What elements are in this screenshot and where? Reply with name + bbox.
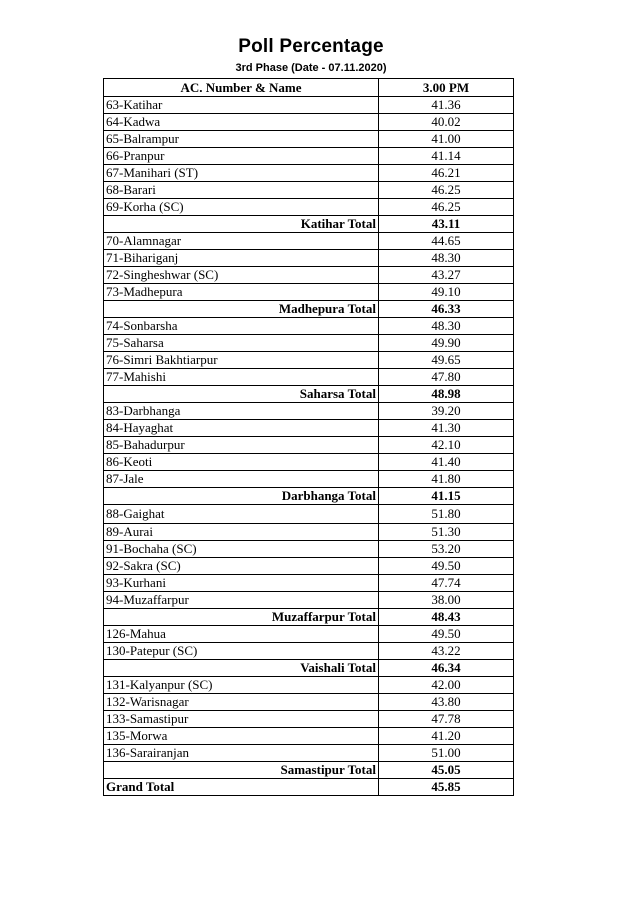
table-row [104,454,514,471]
poll-percentage-value: 47.80 [379,369,514,386]
constituency-name: 72-Singheshwar (SC) [104,267,379,284]
district-total-label: Samastipur Total [104,762,379,779]
district-total-row [104,216,514,233]
poll-percentage-value: 49.50 [379,626,514,643]
district-total-value: 48.43 [379,609,514,626]
poll-percentage-value: 42.10 [379,437,514,454]
constituency-name: 131-Kalyanpur (SC) [104,677,379,694]
table-row [104,541,514,558]
grand-total-value: 45.85 [379,779,514,796]
table-row [104,114,514,131]
district-total-label: Katihar Total [104,216,379,233]
constituency-name: 75-Saharsa [104,335,379,352]
table-row [104,420,514,437]
constituency-name: 86-Keoti [104,454,379,471]
table-row [104,335,514,352]
header-ac-name: AC. Number & Name [104,79,379,97]
poll-percentage-value: 49.90 [379,335,514,352]
constituency-name: 87-Jale [104,471,379,488]
district-total-row [104,609,514,626]
constituency-name: 77-Mahishi [104,369,379,386]
table-row [104,233,514,250]
poll-percentage-value: 43.22 [379,643,514,660]
constituency-name: 74-Sonbarsha [104,318,379,335]
table-row [104,694,514,711]
poll-percentage-value: 48.30 [379,318,514,335]
district-total-value: 46.34 [379,660,514,677]
table-row [104,148,514,165]
district-total-row [104,762,514,779]
poll-percentage-value: 49.50 [379,558,514,575]
constituency-name: 67-Manihari (ST) [104,165,379,182]
constituency-name: 70-Alamnagar [104,233,379,250]
poll-percentage-value: 47.78 [379,711,514,728]
table-row [104,403,514,420]
constituency-name: 136-Sarairanjan [104,745,379,762]
grand-total-row [104,779,514,796]
poll-percentage-value: 44.65 [379,233,514,250]
table-row [104,352,514,369]
poll-percentage-value: 48.30 [379,250,514,267]
constituency-name: 126-Mahua [104,626,379,643]
table-body [104,97,514,796]
table-row [104,592,514,609]
district-total-label: Saharsa Total [104,386,379,403]
poll-percentage-value: 41.14 [379,148,514,165]
district-total-value: 41.15 [379,488,514,505]
poll-percentage-value: 46.25 [379,199,514,216]
page-title: Poll Percentage [238,36,384,57]
poll-percentage-value: 38.00 [379,592,514,609]
table-row [104,131,514,148]
poll-percentage-value: 43.27 [379,267,514,284]
district-total-row [104,660,514,677]
poll-percentage-value: 41.20 [379,728,514,745]
poll-percentage-value: 41.40 [379,454,514,471]
poll-percentage-value: 41.00 [379,131,514,148]
table-row [104,318,514,335]
table-row [104,437,514,454]
table-row [104,711,514,728]
constituency-name: 68-Barari [104,182,379,199]
district-total-value: 48.98 [379,386,514,403]
poll-percentage-value: 46.25 [379,182,514,199]
constituency-name: 83-Darbhanga [104,403,379,420]
table-row [104,284,514,301]
district-total-row [104,488,514,505]
poll-percentage-value: 41.36 [379,97,514,114]
poll-percentage-value: 39.20 [379,403,514,420]
table-row [104,267,514,284]
table-row [104,505,514,524]
district-total-value: 46.33 [379,301,514,318]
constituency-name: 84-Hayaghat [104,420,379,437]
constituency-name: 64-Kadwa [104,114,379,131]
table-row [104,575,514,592]
poll-percentage-value: 53.20 [379,541,514,558]
poll-percentage-value: 47.74 [379,575,514,592]
table-row [104,199,514,216]
table-row [104,250,514,267]
table-row [104,369,514,386]
header-time: 3.00 PM [379,79,514,97]
constituency-name: 69-Korha (SC) [104,199,379,216]
district-total-label: Madhepura Total [104,301,379,318]
constituency-name: 73-Madhepura [104,284,379,301]
poll-percentage-value: 51.00 [379,745,514,762]
table-row [104,745,514,762]
constituency-name: 76-Simri Bakhtiarpur [104,352,379,369]
poll-percentage-value: 49.10 [379,284,514,301]
table-row [104,728,514,745]
table-row [104,643,514,660]
constituency-name: 66-Pranpur [104,148,379,165]
table-row [104,182,514,199]
poll-percentage-value: 46.21 [379,165,514,182]
district-total-value: 43.11 [379,216,514,233]
district-total-row [104,386,514,403]
district-total-row [104,301,514,318]
table-header-row [104,79,514,97]
constituency-name: 63-Katihar [104,97,379,114]
district-total-label: Muzaffarpur Total [104,609,379,626]
poll-percentage-value: 51.80 [379,505,514,524]
poll-percentage-value: 41.30 [379,420,514,437]
table-row [104,165,514,182]
constituency-name: 92-Sakra (SC) [104,558,379,575]
district-total-value: 45.05 [379,762,514,779]
poll-percentage-value: 41.80 [379,471,514,488]
district-total-label: Darbhanga Total [104,488,379,505]
poll-percentage-value: 40.02 [379,114,514,131]
poll-percentage-table [103,78,514,796]
constituency-name: 132-Warisnagar [104,694,379,711]
poll-percentage-value: 49.65 [379,352,514,369]
poll-percentage-value: 43.80 [379,694,514,711]
grand-total-label: Grand Total [104,779,379,796]
constituency-name: 130-Patepur (SC) [104,643,379,660]
constituency-name: 133-Samastipur [104,711,379,728]
table-row [104,524,514,541]
constituency-name: 65-Balrampur [104,131,379,148]
poll-percentage-value: 51.30 [379,524,514,541]
constituency-name: 135-Morwa [104,728,379,745]
table-row [104,626,514,643]
constituency-name: 94-Muzaffarpur [104,592,379,609]
constituency-name: 93-Kurhani [104,575,379,592]
table-row [104,558,514,575]
constituency-name: 71-Bihariganj [104,250,379,267]
table-row [104,677,514,694]
constituency-name: 88-Gaighat [104,505,379,524]
table-row [104,471,514,488]
constituency-name: 89-Aurai [104,524,379,541]
district-total-label: Vaishali Total [104,660,379,677]
table-row [104,97,514,114]
poll-percentage-value: 42.00 [379,677,514,694]
page-subtitle: 3rd Phase (Date - 07.11.2020) [235,62,387,74]
constituency-name: 85-Bahadurpur [104,437,379,454]
constituency-name: 91-Bochaha (SC) [104,541,379,558]
